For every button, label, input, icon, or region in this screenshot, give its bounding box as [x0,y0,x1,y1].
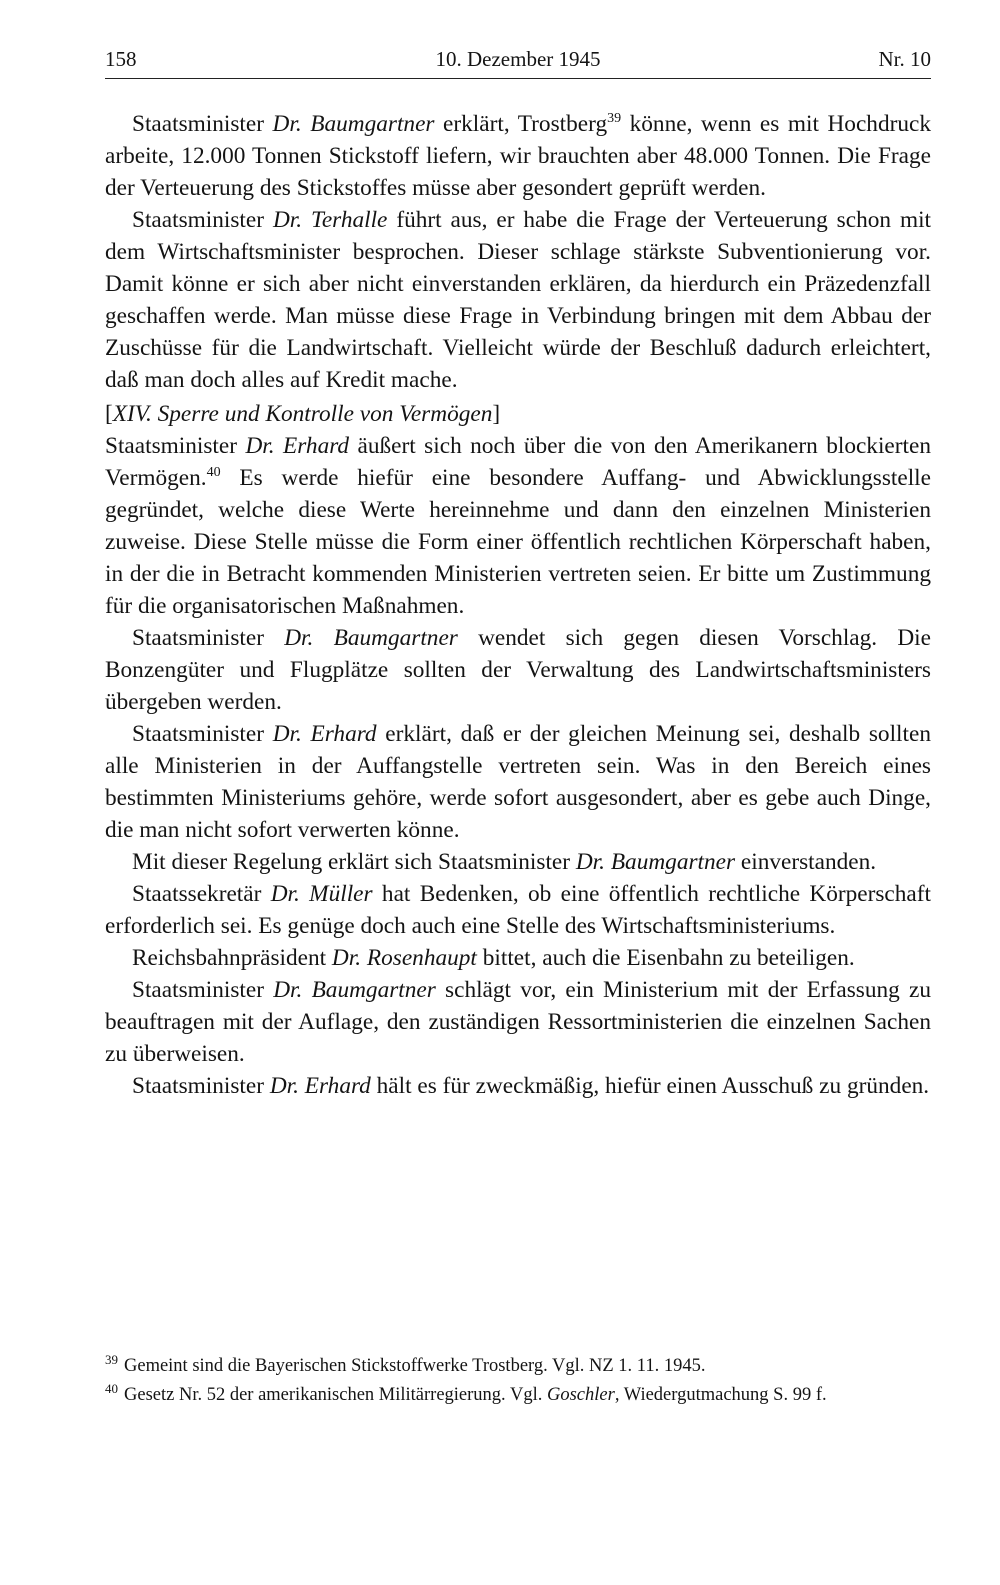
text-run: Mit dieser Regelung erklärt sich Staatsminister [132,849,576,875]
footnote [105,1352,931,1381]
text-run: hat Bedenken, ob eine öffentlich rechtliche Körperschaft erforderlich sei. Es genüge doch auch eine Stelle des Wirtschaftsministeriums. [105,881,931,939]
text-run [300,881,309,907]
speaker-name: Erhard [304,1073,371,1099]
paragraph [105,974,931,1070]
title-dr: Dr. [270,881,300,907]
main-text [105,108,931,1102]
title-dr: Dr. [269,1073,299,1099]
paragraph [105,942,931,974]
title-dr: Dr. [284,625,314,651]
footnote-text: Gesetz Nr. 52 der amerikanischen Militärregierung. Vgl. [124,1385,547,1405]
paragraph [105,1070,931,1102]
text-run: könne, wenn es mit Hochdruck arbeite, 12.000 Tonnen Stickstoff liefern, wir brauchten aber 48.000 Tonnen. Die Frage der Verteuerung des Stickstoffes müsse aber gesondert geprüft werden. [105,111,931,201]
speaker-name: Erhard [310,721,377,747]
page-number: 158 [105,47,137,71]
text-run: Staatsminister [132,625,285,651]
header-date: 10. Dezember 1945 [435,47,601,71]
text-run: führt aus, er habe die Frage der Verteuerung schon mit dem Wirtschaftsminister besprochen. Dieser schlage stärkste Subventionierung vor. Damit könne er sich aber nicht einverstanden erklären, da hierdurch ein Präzedenzfall geschaffen werde. Man müsse diese Frage in Verbindung bringen mit dem Abbau der Zuschüsse für die Landwirtschaft. Vielleicht würde der Beschluß dadurch erleichtert, daß man doch alles auf Kredit mache. [105,207,932,393]
document-number: Nr. 10 [878,47,931,71]
speaker-name: Baumgartner [310,111,435,137]
text-run: äußert sich noch über die von den Amerikanern blockierten Vermögen. [105,433,931,491]
footnote-text: , Wiedergutmachung S. 99 f. [614,1385,827,1405]
text-run [302,207,311,233]
speaker-name: Rosenhaupt [366,945,477,971]
text-run: bittet, auch die Eisenbahn zu beteiligen. [476,945,855,971]
title-dr: Dr. [245,433,275,459]
title-dr: Dr. [273,977,303,1003]
footnote-ref[interactable]: 40 [206,465,221,480]
text-run: Staatsminister [132,977,274,1003]
speaker-name: Terhalle [311,207,388,233]
paragraph [105,108,931,204]
cited-author: Goschler [546,1385,615,1405]
text-run: Es werde hiefür eine besondere Auffang- und Abwicklungsstelle gegründet, welche diese Werte hereinnehme und dann den einzelnen Ministerien zuweise. Diese Stelle müsse die Form einer öffentlich rechtlichen Körperschaft haben, in der die in Betracht kommenden Ministerien vertreten seien. Er bitte um Zustimmung für die organisatorischen Maßnahmen. [105,465,931,619]
title-dr: Dr. [272,207,303,233]
text-run: Staatsminister [132,111,273,137]
text-run: Staatsminister [132,1073,270,1099]
section-title: XIV. Sperre und Kontrolle von Vermögen [112,401,493,427]
footnote [105,1381,931,1410]
paragraph [105,622,931,718]
text-run: erklärt, Trostberg [434,111,608,137]
title-dr: Dr. [272,721,302,747]
paragraph [105,846,931,878]
paragraph [105,878,931,942]
footnotes [105,1352,931,1410]
text-run: hält es für zweckmäßig, hiefür einen Ausschuß zu gründen. [370,1073,930,1099]
running-header [105,42,931,76]
text-run [275,433,283,459]
title-dr: Dr. [331,945,362,971]
text-run: Staatsminister [105,433,246,459]
text-run [302,111,311,137]
bracket: [ [105,401,113,427]
title-dr: Dr. [575,849,605,875]
text-run: schlägt vor, ein Ministerium mit der Erfassung zu beauftragen mit der Auflage, den zuständigen Ressortministerien die einzelnen Sachen zu überweisen. [105,977,932,1067]
footnote-text: Gemeint sind die Bayerischen Stickstoffwerke Trostberg. Vgl. NZ 1. 11. 1945. [124,1356,706,1376]
text-run: einverstanden. [735,849,877,875]
text-run: erklärt, daß er der gleichen Meinung sei, deshalb sollten alle Ministerien in der Auffangstelle vertreten sein. Was in den Bereich eines bestimmten Ministeriums gehöre, werde sofort ausgesondert, aber es gebe auch Dinge, die man nicht sofort verwerten könne. [105,721,931,843]
text-run: Reichsbahnpräsident [132,945,332,971]
speaker-name: Erhard [283,433,350,459]
text-run [302,721,311,747]
speaker-name: Baumgartner [333,625,458,651]
speaker-name: Baumgartner [610,849,736,875]
text-run [313,625,333,651]
speaker-name: Baumgartner [311,977,436,1003]
footnote-ref[interactable]: 39 [607,111,622,126]
footnote-number: 39 [105,1352,118,1367]
footnote-number: 40 [105,1381,118,1396]
bracket: ] [492,401,501,427]
paragraph [105,204,931,396]
text-run [302,977,311,1003]
header-rule [105,78,931,79]
paragraph [105,430,931,622]
speaker-name: Müller [309,881,373,907]
text-run: Staatssekretär [132,881,271,907]
paragraph [105,718,931,846]
title-dr: Dr. [272,111,302,137]
text-run: Staatsminister [132,721,273,747]
text-run: Staatsminister [132,207,273,233]
section-heading [105,398,931,430]
text-run: wendet sich gegen diesen Vorschlag. Die Bonzengüter und Flugplätze sollten der Verwaltung des Landwirtschaftsministers übergeben werden. [105,625,931,715]
